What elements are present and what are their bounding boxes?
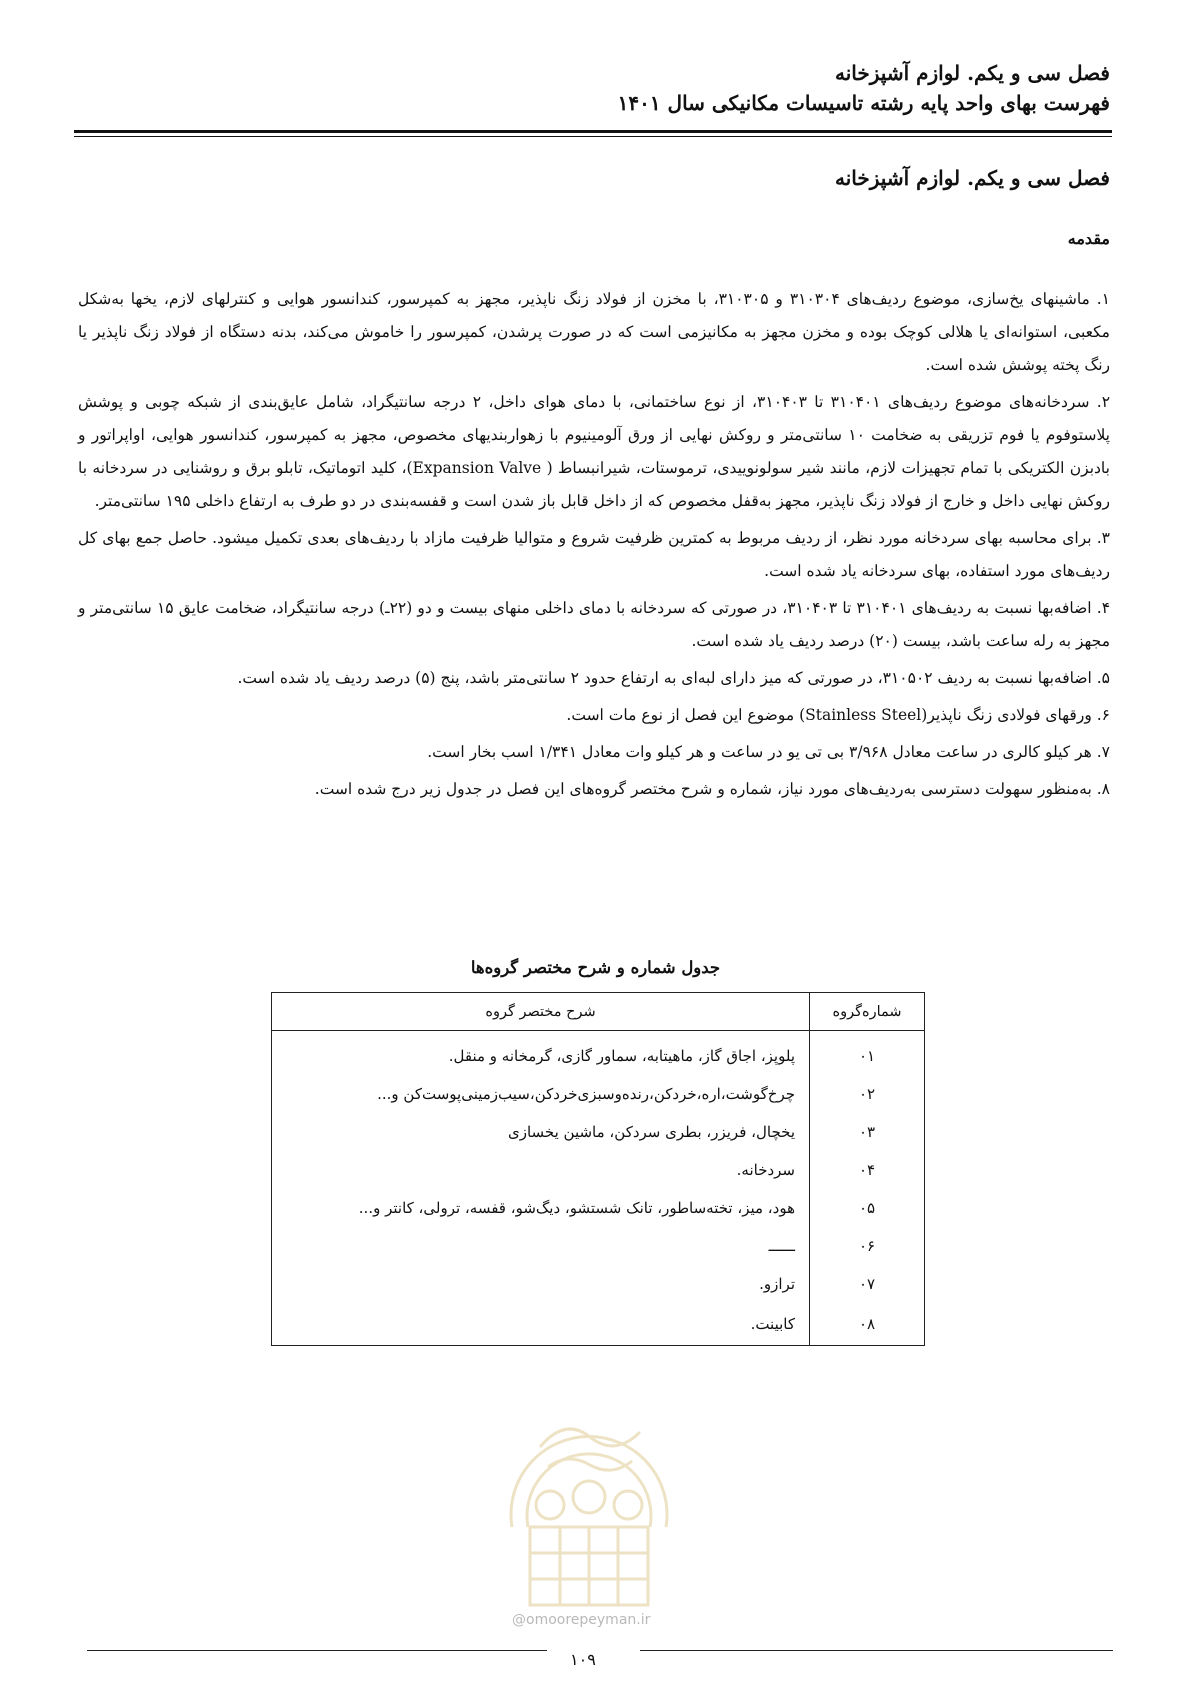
paragraph-5: ۵. اضافه‌بها نسبت به ردیف ۳۱۰۵۰۲، در صورتی که میز دارای لبه‌ای به ارتفاع حدود ۲ سانتی‌متر باشد، پنج (۵) درصد ردیف یاد شده است.	[237, 669, 1110, 687]
table-row	[272, 1265, 925, 1303]
groups-table	[271, 992, 925, 1346]
table-header-row	[272, 993, 925, 1031]
group-description: ــــــ	[272, 1227, 810, 1265]
table-row	[272, 1303, 925, 1346]
section-heading-intro: مقدمه	[1067, 229, 1110, 248]
footer-rule-left	[87, 1650, 547, 1651]
paragraph-7: ۷. هر کیلو کالری در ساعت معادل ۳/۹۶۸ بی تی یو در ساعت و هر کیلو وات معادل ۱/۳۴۱ اسب بخار است.	[427, 743, 1110, 761]
group-description: کابینت.	[272, 1303, 810, 1346]
header-rule-thick	[74, 130, 1112, 133]
page-number: ۱۰۹	[570, 1650, 596, 1669]
table-row	[272, 1227, 925, 1265]
chapter-title: فصل سی و یکم. لوازم آشپزخانه	[835, 166, 1110, 190]
header-rule-thin	[74, 136, 1112, 137]
group-number: ۰۷	[810, 1265, 925, 1303]
paragraph-1: ۱. ماشینهای یخ‌سازی، موضوع ردیف‌های ۳۱۰۳۰۴ و ۳۱۰۳۰۵، با مخزن از فولاد زنگ ناپذیر، مجهز به کمپرسور، کندانسور هوایی و کنترلهای لازم، یخها به‌شکل مکعبی، استوانه‌ای یا هلالی کوچک بوده و مخزن مجهز به مکانیزمی است که در صورت پرشدن، کمپرسور را خاموش می‌کند، بدنه دستگاه از فولاد زنگ ناپذیر یا رنگ پخته پوشش شده است.	[78, 290, 1110, 374]
page-header	[70, 58, 1110, 118]
table-row	[272, 1113, 925, 1151]
group-number: ۰۳	[810, 1113, 925, 1151]
watermark-url: @omoorepeyman.ir	[512, 1612, 651, 1628]
group-number: ۰۵	[810, 1189, 925, 1227]
group-number: ۰۲	[810, 1075, 925, 1113]
paragraph-8: ۸. به‌منظور سهولت دسترسی به‌ردیف‌های مورد نیاز، شماره و شرح مختصر گروه‌های این فصل در جدول زیر درج شده است.	[314, 780, 1110, 798]
table-row	[272, 1151, 925, 1189]
paragraph-3: ۳. برای محاسبه بهای سردخانه مورد نظر، از ردیف مربوط به کمترین ظرفیت شروع و متوالیا ظرفیت مازاد با ردیف‌های بعدی تکمیل میشود. حاصل جمع بهای کل ردیف‌های مورد استفاده، بهای سردخانه یاد شده است.	[78, 529, 1110, 580]
header-document-title: فهرست بهای واحد پایه رشته تاسیسات مکانیکی سال ۱۴۰۱	[617, 91, 1110, 115]
table-row	[272, 1189, 925, 1227]
column-header-number: شماره‌گروه	[810, 993, 925, 1031]
header-chapter: فصل سی و یکم. لوازم آشپزخانه	[835, 61, 1110, 85]
group-description: ترازو.	[272, 1265, 810, 1303]
paragraph-4: ۴. اضافه‌بها نسبت به ردیف‌های ۳۱۰۴۰۱ تا ۳۱۰۴۰۳، در صورتی که سردخانه با دمای داخلی منهای بیست و دو (۲۲ـ) درجه سانتیگراد، ضخامت عایق ۱۵ سانتی‌متر و مجهز به رله ساعت باشد، بیست (۲۰) درصد ردیف یاد شده است.	[78, 599, 1111, 650]
group-description: یخچال، فریزر، بطری سردکن، ماشین یخسازی	[272, 1113, 810, 1151]
table-row	[272, 1075, 925, 1113]
column-header-description: شرح مختصر گروه	[272, 993, 810, 1031]
group-number: ۰۸	[810, 1303, 925, 1346]
table-title: جدول شماره و شرح مختصر گروه‌ها	[470, 958, 721, 977]
publisher-logo-icon	[500, 1377, 678, 1625]
footer-rule-right	[640, 1650, 1113, 1651]
group-description: چرخ‌گوشت،اره،خردکن،رنده‌وسبزی‌خردکن،سیب‌زمینی‌پوست‌کن و...	[272, 1075, 810, 1113]
paragraph-2: ۲. سردخانه‌های موضوع ردیف‌های ۳۱۰۴۰۱ تا ۳۱۰۴۰۳، از نوع ساختمانی، با دمای هوای داخل، ۲ درجه سانتیگراد، شامل عایق‌بندی از شبکه چوبی و پوشش پلاستوفوم یا فوم تزریقی به ضخامت ۱۰ سانتی‌متر و روکش نهایی از ورق آلومینیوم با زهواربندیهای مخصوص، مجهز به کمپرسور، کندانسور هوایی، اواپراتور و بادبزن الکتریکی با تمام تجهیزات لازم، مانند شیر سولونوییدی، ترموستات، شیرانبساط ( Expansion Valve)، کلید اتوماتیک، تابلو برق و روشنایی در سردخانه با روکش نهایی داخل و خارج از فولاد زنگ ناپذیر، مجهز به‌قفل مخصوص که از داخل قابل باز شدن است و قفسه‌بندی در دو طرف به ارتفاع داخلی ۱۹۵ سانتی‌متر.	[78, 393, 1111, 510]
intro-body	[78, 283, 1110, 810]
group-number: ۰۴	[810, 1151, 925, 1189]
group-description: پلوپز، اجاق گاز، ماهیتابه، سماور گازی، گرمخانه و منقل.	[272, 1031, 810, 1076]
group-description: هود، میز، تخته‌ساطور، تانک شستشو، دیگ‌شو، قفسه، ترولی، کانتر و...	[272, 1189, 810, 1227]
group-description: سردخانه.	[272, 1151, 810, 1189]
group-number: ۰۶	[810, 1227, 925, 1265]
group-number: ۰۱	[810, 1031, 925, 1076]
table-row	[272, 1031, 925, 1076]
paragraph-6: ۶. ورقهای فولادی زنگ ناپذیر(Stainless Steel) موضوع این فصل از نوع مات است.	[566, 706, 1110, 724]
